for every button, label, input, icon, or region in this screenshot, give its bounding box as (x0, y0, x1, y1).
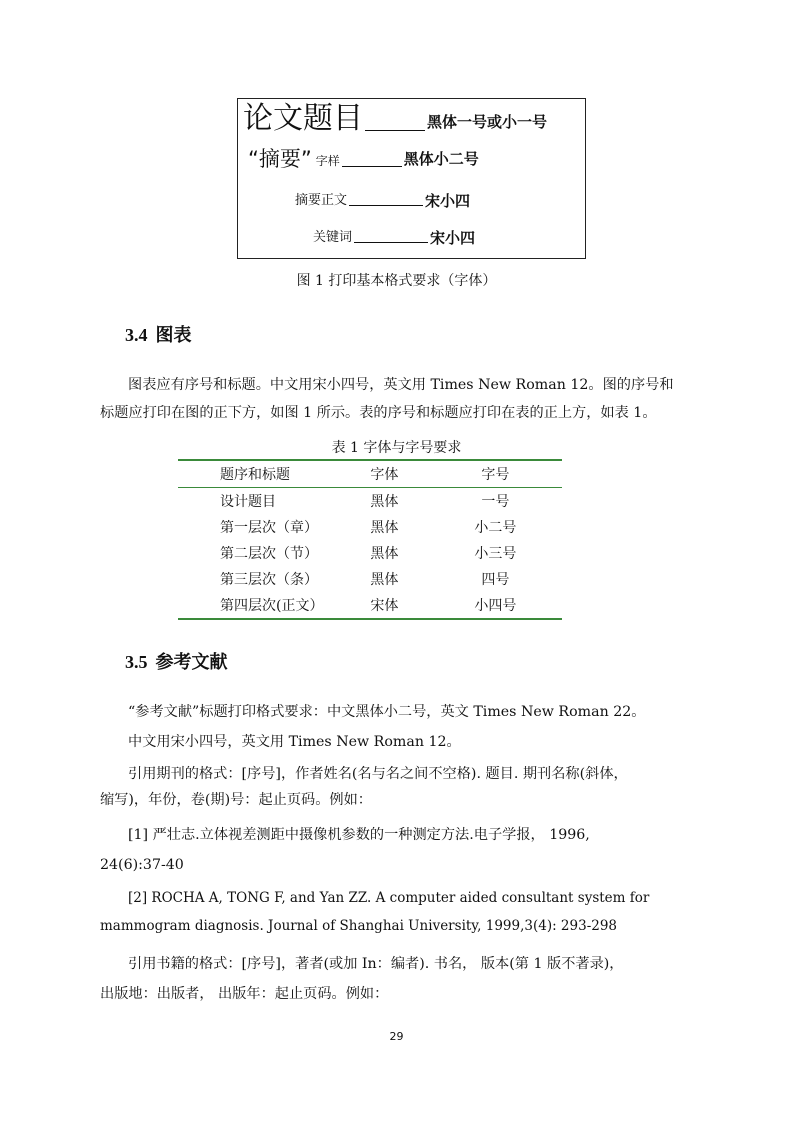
table-cell: 小三号 (474, 546, 517, 562)
table-row (178, 566, 562, 592)
figure-title-sample: 论文题目 (243, 101, 363, 136)
paragraph-line: “参考文献”标题打印格式要求：中文黑体小二号，英文 Times New Roman 22。 (128, 704, 646, 720)
figure-keywords-requirement: 宋小四 (430, 229, 476, 247)
figure-body-label: 摘要正文 (295, 193, 348, 208)
section-heading-3-5 (125, 648, 228, 674)
figure-blank-line (354, 242, 428, 243)
table-cell: 宋体 (370, 598, 399, 614)
figure-abstract-requirement: 黑体小二号 (403, 150, 479, 168)
table-cell: 第一层次（章） (220, 520, 318, 536)
paragraph-line: 中文用宋小四号，英文用 Times New Roman 12。 (128, 734, 461, 750)
section-title: 图表 (155, 325, 192, 346)
paragraph-line: 引用期刊的格式：[序号]，作者姓名(名与名之间不空格). 题目. 期刊名称(斜体， (128, 766, 628, 782)
figure-keywords-label: 关键词 (313, 230, 353, 245)
table-cell: 黑体 (370, 546, 399, 562)
table-header-cell: 字号 (481, 467, 510, 483)
table-header-row (178, 460, 562, 488)
table-cell: 黑体 (370, 572, 399, 588)
table-cell: 一号 (481, 494, 510, 510)
figure-blank-line (342, 166, 402, 167)
section-heading-3-4 (125, 321, 192, 347)
figure-line-abstract (248, 145, 479, 173)
figure-blank-line (365, 130, 425, 131)
paragraph-line: 图表应有序号和标题。中文用宋小四号，英文用 Times New Roman 12。图的序号和 (128, 377, 674, 393)
table-cell: 小四号 (474, 598, 517, 614)
paragraph-line: 标题应打印在图的正下方，如图 1 所示。表的序号和标题应打印在表的正上方，如表 1。 (100, 405, 657, 421)
table-cell: 黑体 (370, 494, 399, 510)
reference-line: mammogram diagnosis. Journal of Shanghai University, 1999,3(4): 293-298 (100, 918, 618, 934)
figure-body-requirement: 宋小四 (425, 192, 471, 210)
table-caption: 表 1 字体与字号要求 (331, 440, 462, 456)
table-cell: 设计题目 (220, 494, 276, 510)
table-cell: 第四层次(正文） (220, 598, 324, 614)
section-number: 3.4 (125, 325, 148, 345)
reference-line: [2] ROCHA A, TONG F, and Yan ZZ. A computer aided consultant system for (128, 890, 650, 906)
figure-blank-line (349, 205, 423, 206)
section-title: 参考文献 (155, 652, 228, 673)
paragraph-line: 引用书籍的格式：[序号]，著者(或加 In：编者). 书名， 版本(第 1 版不著录)， (128, 956, 624, 972)
table-cell: 四号 (481, 572, 510, 588)
table-cell: 黑体 (370, 520, 399, 536)
table-row (178, 514, 562, 540)
font-size-table (178, 459, 562, 620)
figure-line-body (295, 190, 470, 212)
table-cell: 第二层次（节） (220, 546, 318, 562)
reference-line: 24(6):37-40 (100, 857, 184, 873)
section-number: 3.5 (125, 652, 148, 672)
table-header-cell: 字体 (370, 467, 399, 483)
table-header-cell: 题序和标题 (220, 467, 290, 483)
figure-title-requirement: 黑体一号或小一号 (427, 113, 548, 131)
paragraph-line: 缩写)，年份，卷(期)号：起止页码。例如： (100, 792, 372, 808)
table-row (178, 540, 562, 566)
paragraph-line: 出版地：出版者， 出版年：起止页码。例如： (100, 986, 389, 1002)
page-number: 29 (389, 1030, 404, 1043)
table-row (178, 592, 562, 619)
reference-line: [1] 严壮志.立体视差测距中摄像机参数的一种测定方法.电子学报， 1996, (128, 827, 590, 843)
figure-box (237, 98, 586, 259)
figure-line-keywords (313, 227, 475, 249)
table-cell: 第三层次（条） (220, 572, 318, 588)
figure-caption: 图 1 打印基本格式要求（字体） (296, 273, 497, 289)
figure-abstract-sample: “摘要” (248, 147, 312, 171)
table-row (178, 488, 562, 515)
figure-abstract-label: 字样 (315, 154, 340, 168)
table-cell: 小二号 (474, 520, 517, 536)
figure-line-title (243, 101, 547, 137)
